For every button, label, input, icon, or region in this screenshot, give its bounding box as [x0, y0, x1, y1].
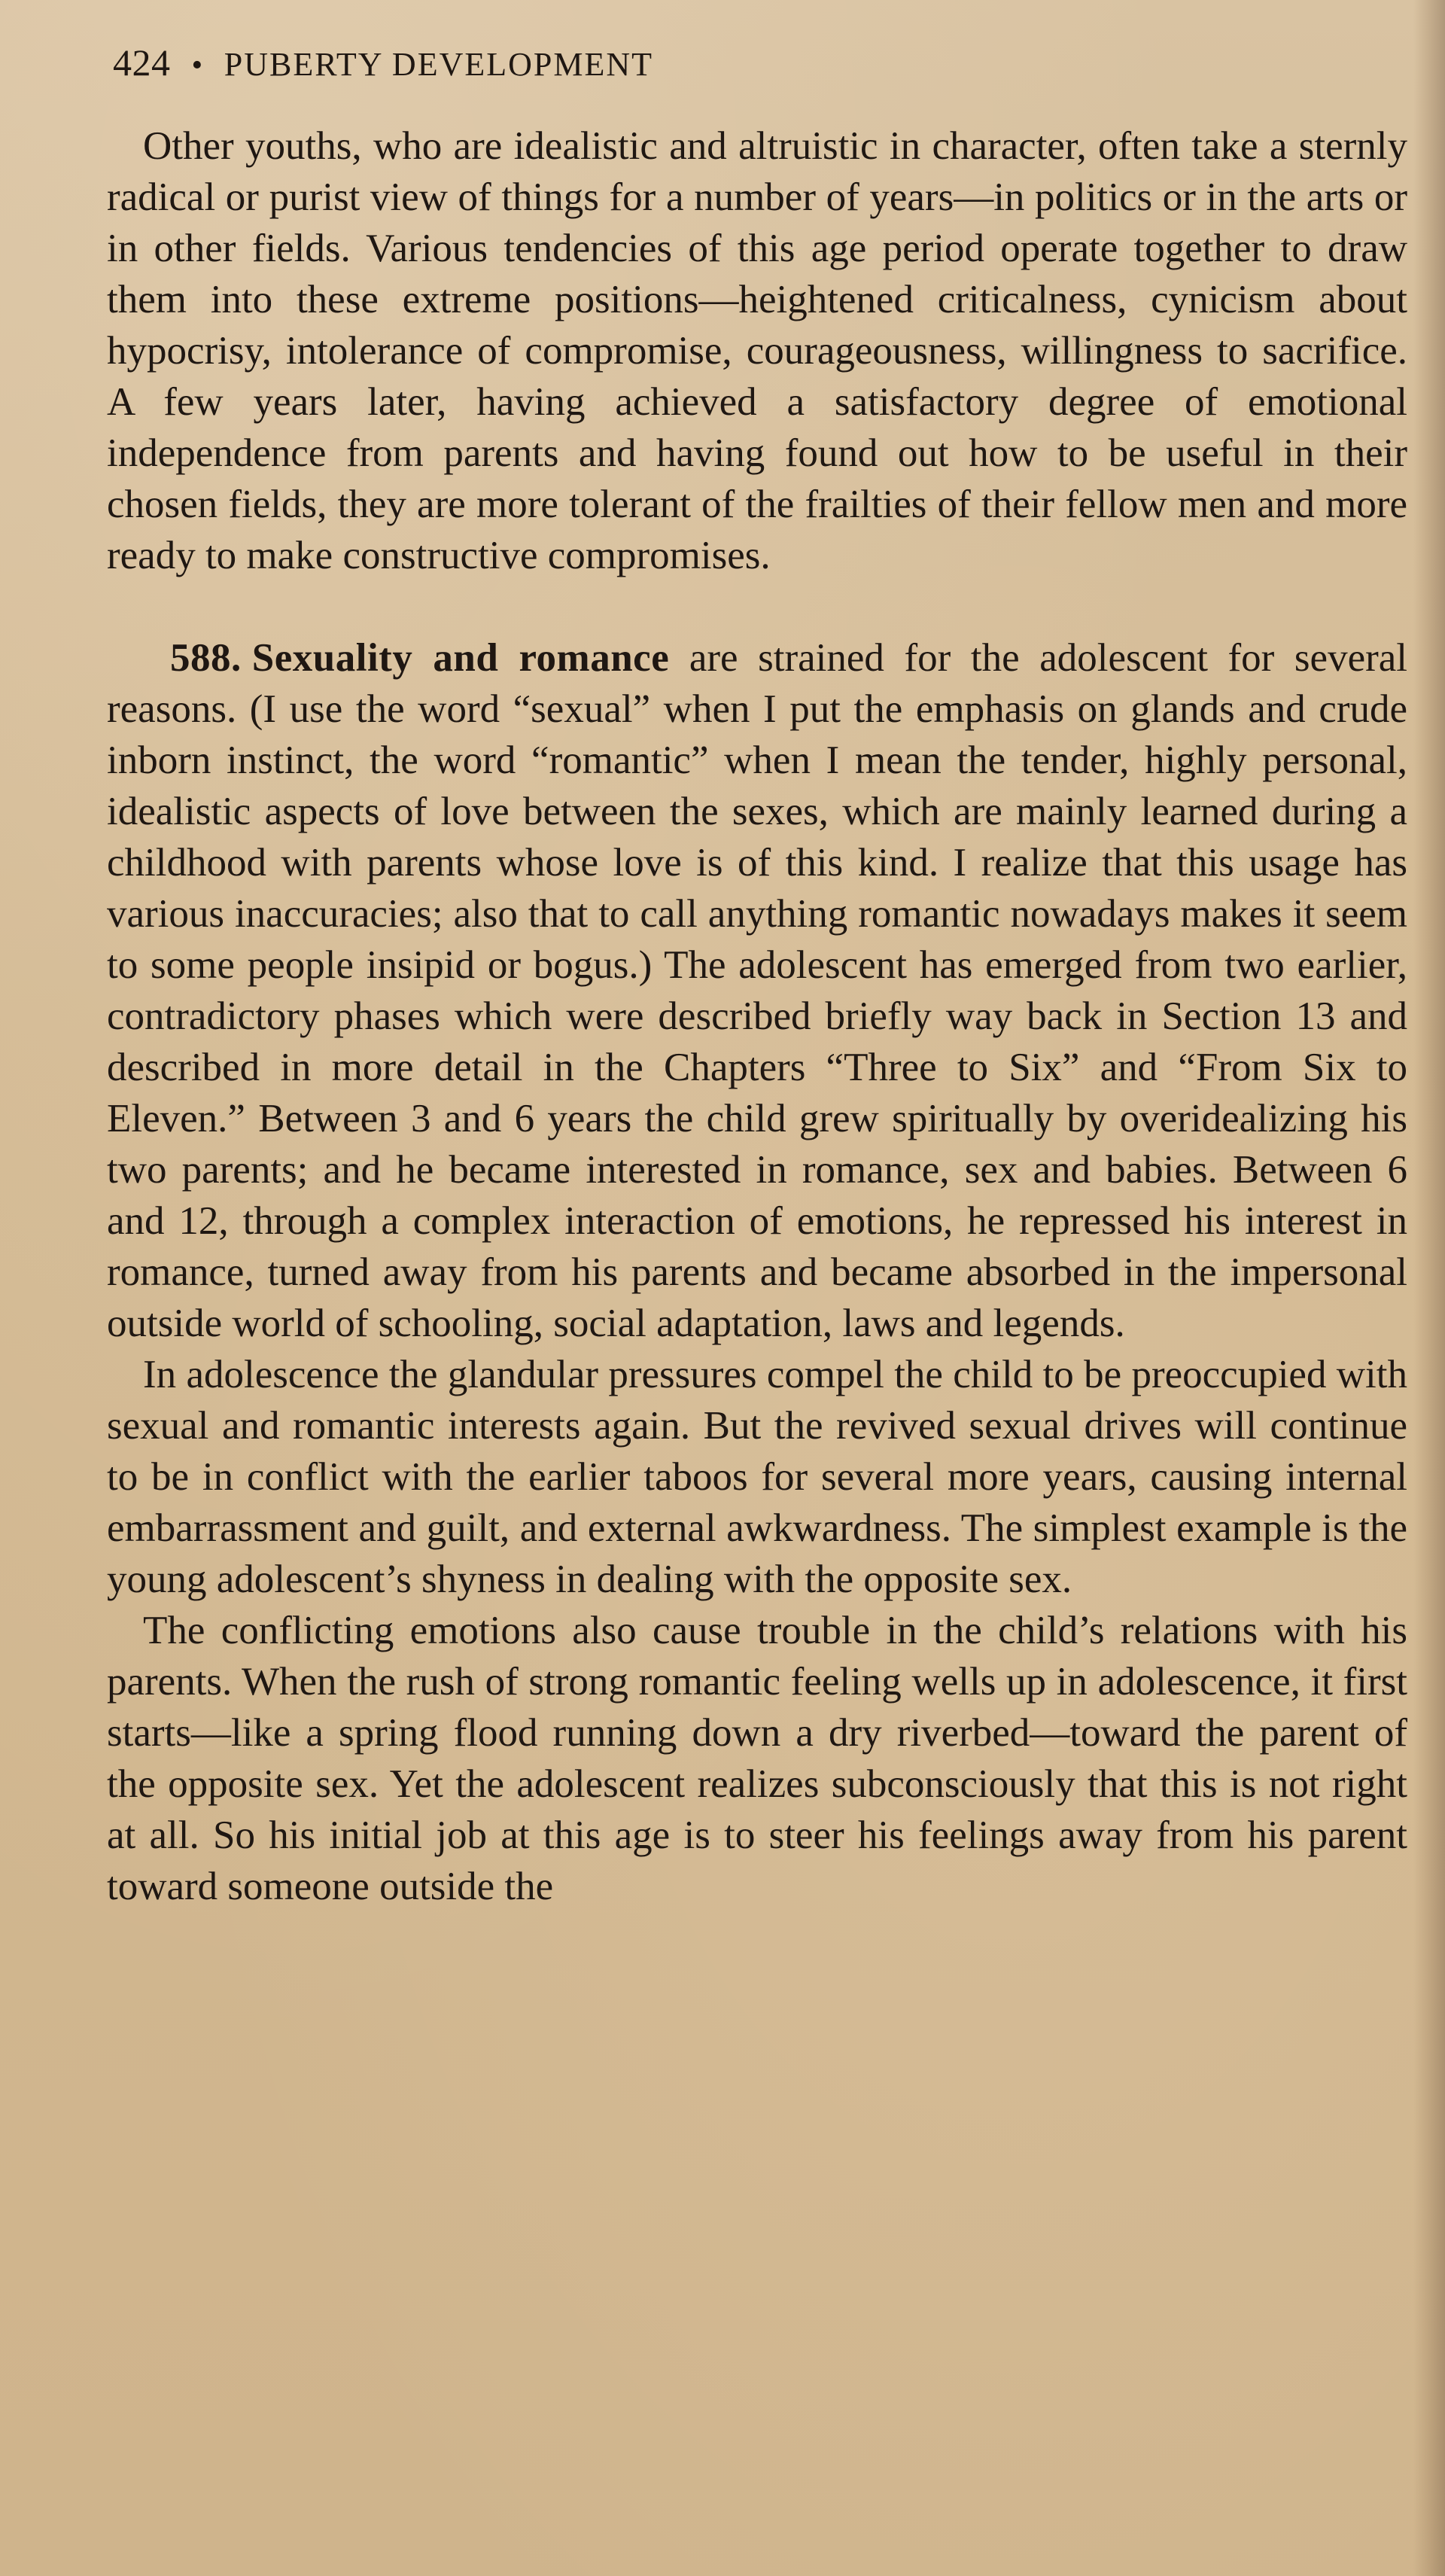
- section-text: are strained for the adolescent for several reasons. (I use the word “sexual” when I put the emphasis on glands and crude inborn instinct, the word “romantic” when I mean the tender, highly personal, idealistic aspects of love between the sexes, which are mainly learned during a childhood with parents whose love is of this kind. I realize that this usage has various inaccuracies; also that to call anything romantic nowadays makes it seem to some people insipid or bogus.) The adolescent has emerged from two earlier, contradictory phases which were described briefly way back in Section 13 and described in more detail in the Chapters “Three to Six” and “From Six to Eleven.” Between 3 and 6 years the child grew spiritually by overidealizing his two parents; and he became interested in romance, sex and babies. Between 6 and 12, through a complex interaction of emotions, he repressed his interest in romance, turned away from his parents and became absorbed in the impersonal outside world of schooling, social adaptation, laws and legends.: [107, 636, 1408, 1345]
- page-header: [113, 41, 1347, 96]
- page-edge-shadow: [1413, 0, 1445, 2576]
- section-number: 588.: [170, 636, 242, 680]
- running-head: PUBERTY DEVELOPMENT: [224, 46, 653, 83]
- paragraph-conflicting-emotions: The conflicting emotions also cause trouble in the child’s relations with his parents. When the rush of strong romantic feeling wells up in adolescence, it first starts—like a spring flood running down a dry riverbed—toward the parent of the opposite sex. Yet the adolescent realizes subconsciously that this is not right at all. So his initial job at this age is to steer his feelings away from his parent toward someone outside the: [107, 1609, 1407, 1908]
- section-588-paragraph: [107, 632, 1407, 1349]
- paragraph-adolescence: In adolescence the glandular pressures compel the child to be preoccupied with sexual and romantic interests again. But the revived sexual drives will continue to be in conflict with the earlier taboos for several more years, causing internal embarrassment and guilt, and external awkwardness. The simplest example is the young adolescent’s shyness in dealing with the opposite sex.: [107, 1353, 1407, 1601]
- page-number: 424: [113, 41, 171, 84]
- header-separator: •: [191, 48, 203, 83]
- section-heading: Sexuality and romance: [251, 636, 670, 680]
- paragraph-other-youths: Other youths, who are idealistic and altruistic in character, often take a sternly radical or purist view of things for a number of years—in politics or in the arts or in other fields. Various tendencies of this age period operate together to draw them into these extreme positions—heightened criticalness, cynicism about hypocrisy, intolerance of compromise, courageousness, willingness to sacrifice. A few years later, having achieved a satisfactory degree of emotional independence from parents and having found out how to be useful in their chosen fields, they are more tolerant of the frailties of their fellow men and more ready to make constructive compromises.: [107, 124, 1407, 577]
- body-text: [107, 120, 1407, 1912]
